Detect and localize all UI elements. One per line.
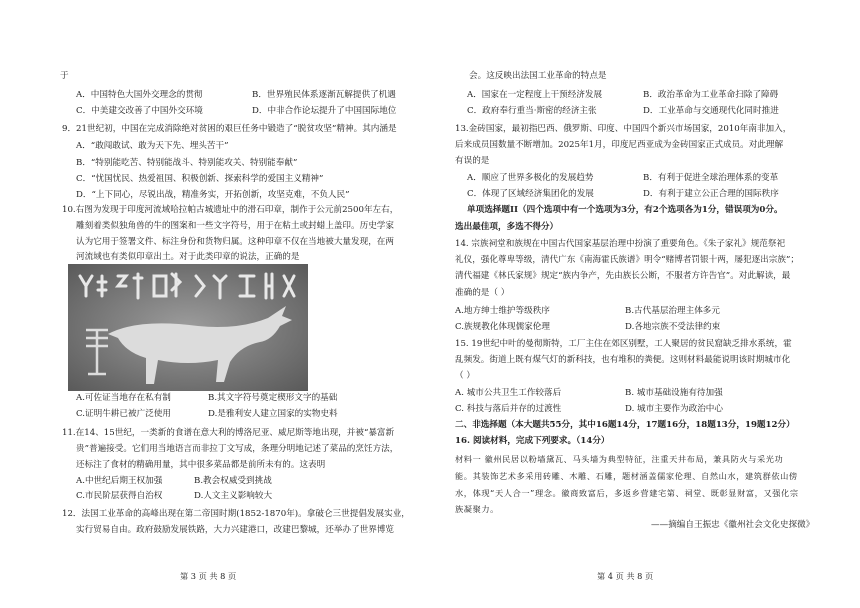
- section-2-instruction: 选出最佳项，多选不得分）: [455, 222, 559, 232]
- q10-line-1: 10.右图为发现于印度河流域哈拉帕古城遗址中的滑石印章，制作于公元前2500年左右，: [62, 205, 399, 215]
- q14-line-2: 礼仪，强化尊卑等级，清代广东《南海霍氏族谱》明令“赌博者罚银十两，屡犯逐出宗族”；: [455, 255, 799, 265]
- material-line-3: 水，体现“天人合一”理念。徽商致富后，多返乡营建宅第、祠堂、既彰显财富，又强化宗: [455, 488, 799, 498]
- q9-stem: 9．21世纪初，中国在完成消除绝对贫困的艰巨任务中锻造了“脱贫攻坚”精神。其内涵是: [62, 124, 397, 134]
- q11-option-c: C.市民阶层获得自治权: [76, 491, 163, 501]
- q11-option-b: B.教会权威受到挑战: [194, 476, 272, 486]
- seal-image: [68, 264, 308, 391]
- q15-option-a: A. 城市公共卫生工作较落后: [455, 388, 562, 398]
- q15-option-d: D. 城市主要作为政治中心: [625, 404, 723, 414]
- continuation-text: 于: [60, 71, 69, 81]
- page-footer-left: 第 3 页 共 8 页: [180, 571, 237, 581]
- q12-continuation: 会。这反映出法国工业革命的特点是: [469, 71, 607, 81]
- q8-option-c: C．中美建交改善了中国外交环境: [76, 106, 203, 116]
- q12-option-c: C．政府奉行重当·斯密的经济主张: [467, 106, 597, 116]
- q12-option-d: D．工业革命与交通现代化同时推进: [643, 106, 779, 116]
- material-source: ——摘编自王振忠《徽州社会文化史探微》: [651, 520, 815, 530]
- q13-line-3: 有误的是: [455, 156, 490, 166]
- q12-option-b: B．政治革命为工业革命扫除了障碍: [643, 90, 779, 100]
- material-line-4: 族凝聚力。: [455, 504, 499, 514]
- q8-option-b: B．世界殖民体系逐渐瓦解提供了机遇: [252, 90, 396, 100]
- q11-option-a: A.中世纪后期王权加强: [76, 476, 163, 486]
- q15-option-c: C. 科技与落后并存的过渡性: [455, 404, 562, 414]
- q14-option-b: B.古代基层治理主体多元: [625, 306, 720, 316]
- material-line-2: 能。其装饰艺术多采用砖雕、木雕、石雕，题材涵盖儒家伦理、自然山水，建筑群依山傍: [455, 471, 798, 481]
- q14-option-a: A.地方绅士维护等级秩序: [455, 306, 550, 316]
- q9-option-a: A．“敢闯敢试、敢为天下先、埋头苦干”: [76, 141, 229, 151]
- q9-option-c: C．“忧国忧民、热爱祖国、积极创新、探索科学的爱国主义精神”: [76, 174, 324, 184]
- section-3-heading: 二、非选择题（本大题共55分，其中16题14分，17题16分，18题13分，19题12分）: [455, 420, 795, 430]
- q15-option-b: B. 城市基础设施有待加强: [625, 388, 723, 398]
- q13-option-c: C．体现了区域经济集团化的发展: [467, 189, 594, 199]
- q10-line-3: 认为它用于签署文件、标注身份和货物归属。这种印章不仅在当地被大量发现，在两: [76, 237, 394, 247]
- q13-option-b: B．有利于促进全球治理体系的变革: [643, 173, 779, 183]
- q12-option-a: A．国家在一定程度上干预经济发展: [467, 90, 603, 100]
- q15-line-2: 乱频发。街道上既有煤气灯的新科技，也有堆积的粪便。这则材料最能说明该时期城市化: [455, 355, 791, 365]
- q11-line-3: 还标注了食材的精确用量，其中很多菜品都是前所未有的。这表明: [76, 460, 326, 470]
- q15-line-1: 15. 19世纪中叶的曼彻斯特，工厂主住在郊区别墅，工人聚居的贫民窟缺乏排水系统，霍: [455, 339, 792, 349]
- section-2-heading: 单项选择题II（四个选项中有一个选项为3分，有2个选项各为1分，错误项为0分。: [467, 205, 783, 215]
- q11-line-1: 11.在14、15世纪，一类新的食谱在意大利的博洛尼亚、威尼斯等地出现，并被“暴富新: [62, 428, 395, 438]
- q14-option-d: D.各地宗族不受法律约束: [625, 322, 721, 332]
- q16-heading: 16. 阅读材料，完成下列要求。（14分）: [455, 436, 610, 446]
- q15-line-3: （ ）: [455, 371, 475, 381]
- q10-option-d: D.是雅利安人建立国家的实物史料: [208, 409, 338, 419]
- material-line-1: 材料一 徽州民居以粉墙黛瓦、马头墙为典型特征，注重天井布局，兼具防火与采光功: [455, 454, 784, 464]
- q12-line-2: 实行贸易自由。政府鼓励发展铁路，大力兴建港口，改建巴黎城，还举办了世界博览: [76, 525, 394, 535]
- q11-option-d: D.人文主义影响较大: [194, 491, 273, 501]
- q14-option-c: C.族规教化体现儒家伦理: [455, 322, 550, 332]
- q9-option-d: D．“上下同心，尽锐出战，精准务实，开拓创新，攻坚克难，不负人民”: [76, 190, 350, 200]
- q11-line-2: 贵”普遍接受。它们用当地语言而非拉丁文写成，条理分明地记述了菜品的烹饪方法，: [76, 444, 399, 454]
- page-footer-right: 第 4 页 共 8 页: [597, 571, 654, 581]
- q10-option-c: C.证明牛耕已被广泛使用: [76, 409, 171, 419]
- q14-line-1: 14. 宗族祠堂和族规在中国古代国家基层治理中扮演了重要角色。《朱子家礼》规范祭祀: [455, 239, 786, 249]
- q13-line-2: 后来成员国数量不断增加。2025年1月，印度尼西亚成为金砖国家正式成员。对此理解: [455, 140, 784, 150]
- q14-line-3: 清代福建《林氏家规》规定“族内争产，先由族长公断，不服者方许告官”。对此解读，最: [455, 271, 791, 281]
- q12-line-1: 12．法国工业革命的高峰出现在第二帝国时期(1852-1870年)。拿破仑三世提倡发展实业，: [62, 509, 410, 519]
- q13-option-a: A．顺应了世界多极化的发展趋势: [467, 173, 594, 183]
- seal-illustration: [68, 264, 308, 391]
- q9-option-b: B．“特别能吃苦、特别能战斗、特别能攻关、特别能奉献”: [76, 158, 298, 168]
- q10-line-2: 雕刻着类似独角兽的牛的图案和一些文字符号，用于在粘土或封蜡上盖印。历史学家: [76, 221, 394, 231]
- q10-option-a: A.可佐证当地存在私有制: [76, 393, 171, 403]
- q10-option-b: B.其文字符号奠定楔形文字的基础: [208, 393, 338, 403]
- q8-option-a: A．中国特色大国外交理念的贯彻: [76, 90, 203, 100]
- q10-line-4: 河流域也有类似印章出土。对于此类印章的说法，正确的是: [76, 252, 300, 262]
- q13-line-1: 13.金砖国家，最初指巴西、俄罗斯、印度、中国四个新兴市场国家，2010年南非加入，: [455, 124, 792, 134]
- q8-option-d: D．中非合作论坛提升了中国国际地位: [252, 106, 397, 116]
- right-page-column: [455, 0, 815, 608]
- q13-option-d: D．有利于建立公正合理的国际秩序: [643, 189, 779, 199]
- q14-line-4: 准确的是（ ）: [455, 288, 510, 298]
